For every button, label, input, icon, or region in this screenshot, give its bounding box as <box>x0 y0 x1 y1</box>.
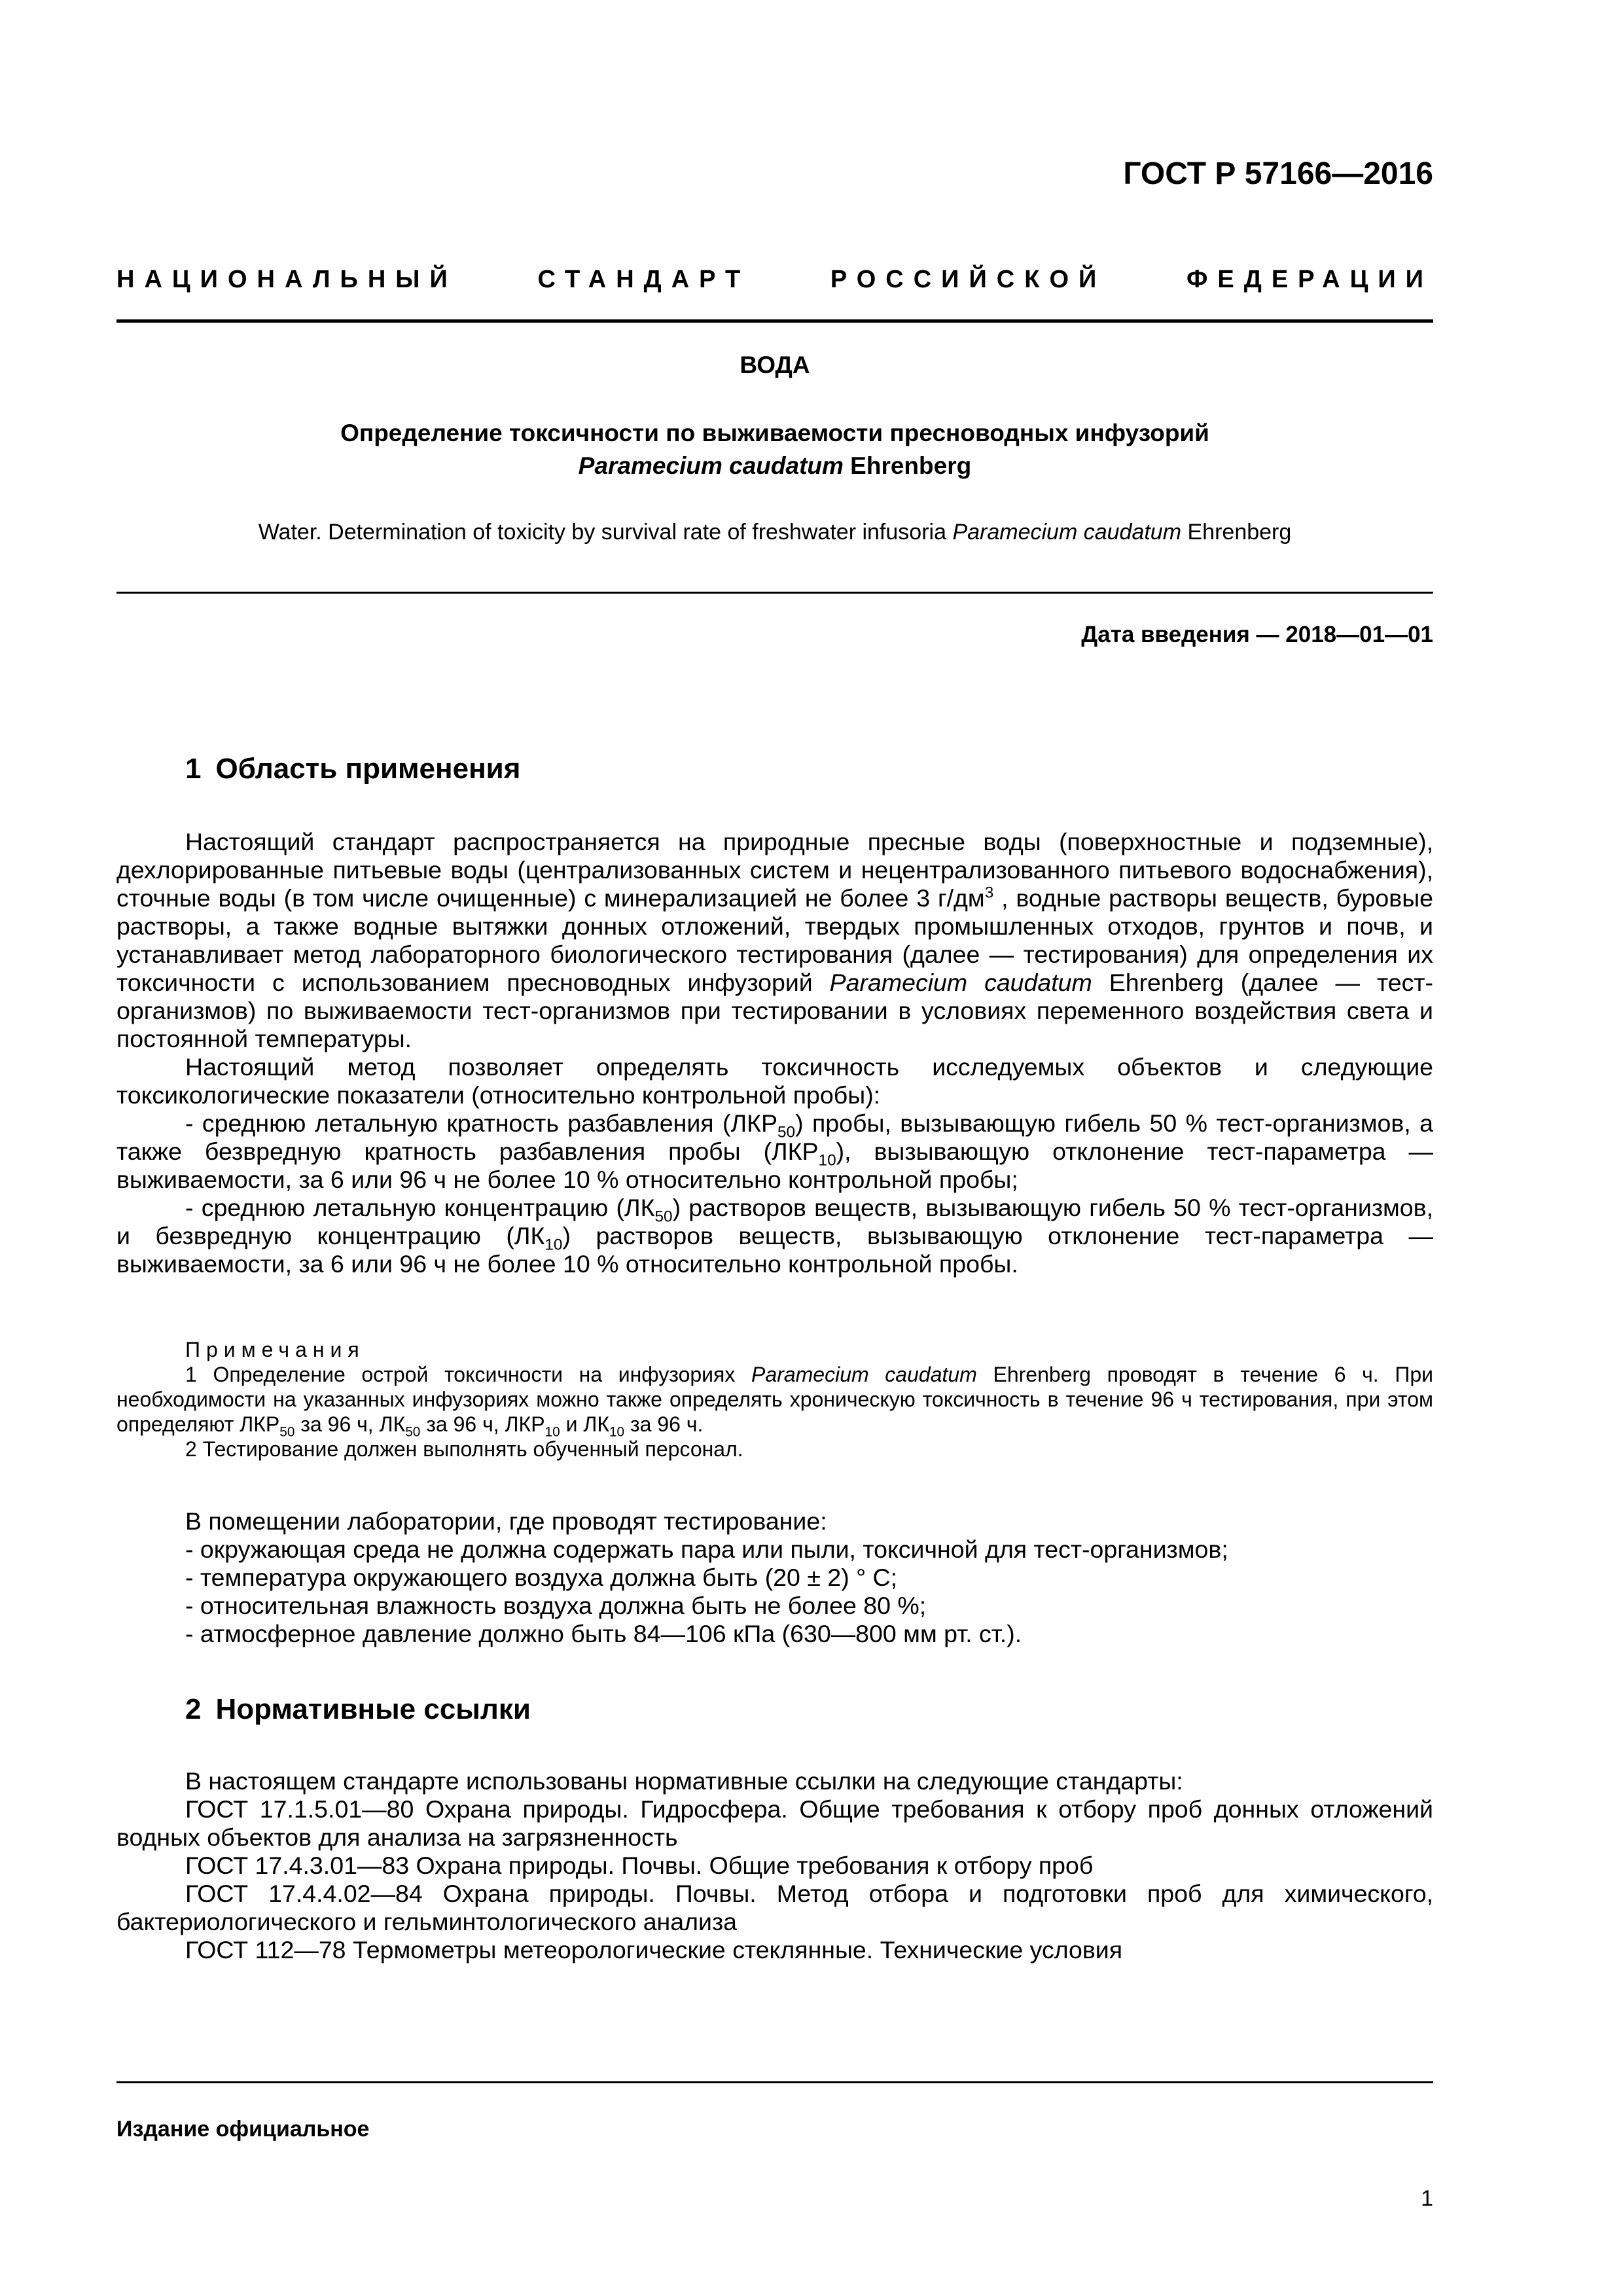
species-name: Paramecium caudatum <box>751 1363 977 1386</box>
lab-conditions <box>116 1507 1433 1648</box>
subscript: 50 <box>405 1424 421 1440</box>
species-name: Paramecium caudatum <box>578 452 844 479</box>
text-run: ) растворов веществ, вызывающую отклонение тест-параметра — выживаемости, за 6 или 96 ч не более 10 % относительно контрольной пробы. <box>116 1222 1433 1278</box>
species-name: Paramecium caudatum <box>829 969 1092 996</box>
english-title <box>116 520 1433 545</box>
document-title: ВОДА <box>740 351 810 378</box>
official-edition-label: Издание официальное <box>116 2117 370 2142</box>
subscript: 10 <box>818 1151 836 1170</box>
subscript: 10 <box>609 1424 625 1440</box>
text-run: Ehrenberg проводят в течение 6 ч. При необходимости на указанных инфузориях можно также определять хроническую токсичность в течение 96 ч тестирования, при этом определяют ЛКР <box>116 1363 1434 1436</box>
species-name: Paramecium caudatum <box>952 520 1182 545</box>
text-run: за 96 ч, ЛК <box>294 1412 406 1436</box>
notes-block <box>116 1337 1433 1462</box>
superscript: 3 <box>984 884 994 902</box>
subtitle-line: Определение токсичности по выживаемости пресноводных инфузорий <box>340 420 1209 446</box>
list-item: - атмосферное давление должно быть 84—106 кПа (630—800 мм рт. ст.). <box>185 1620 1022 1647</box>
notes-heading: Примечания <box>185 1338 365 1361</box>
banner-word: РОССИЙСКОЙ <box>830 266 1107 293</box>
banner-word: СТАНДАРТ <box>537 266 751 293</box>
text-run: - среднюю летальную кратность разбавления (ЛКР <box>185 1109 777 1137</box>
text-run: Настоящий стандарт распространяется на природные пресные воды (поверхностные и подземные), дехлорированные питьевые воды (централизованных систем и нецентрализованного питьевого водоснабжения), сточные воды (в том числе очищенные) с минерализацией не более 3 г/дм <box>116 828 1433 912</box>
english-title-text: Water. Determination of toxicity by survival rate of freshwater infusoria <box>258 520 946 545</box>
banner-word: НАЦИОНАЛЬНЫЙ <box>116 266 457 293</box>
subtitle-line <box>116 450 1433 482</box>
section-body <box>116 1767 1433 1964</box>
note-item: 2 Тестирование должен выполнять обученный персонал. <box>185 1437 743 1461</box>
bullet-item <box>116 1109 1433 1194</box>
text-run: 1 Определение острой токсичности на инфузориях <box>185 1363 736 1386</box>
text-run: , водные растворы веществ, буровые растворы, а также водные вытяжки донных отложений, твердых промышленных отходов, грунтов и почв, и устанавливает метод лабораторного биологического тестирования (далее — тестирования) для определения их токсичности с использованием пресноводных инфузорий <box>116 884 1434 996</box>
subscript: 50 <box>777 1123 796 1141</box>
section-title: Область применения <box>215 753 521 785</box>
reference-item: ГОСТ 17.4.4.02—84 Охрана природы. Почвы. Метод отбора и подготовки проб для химического, бактериологического и гельминтологического анализа <box>116 1880 1433 1935</box>
subscript: 10 <box>544 1236 563 1254</box>
section-number: 2 <box>185 1693 202 1725</box>
text-run: ) растворов веществ, вызывающую гибель 50 % тест-организмов, и безвредную концентрацию (ЛК <box>116 1194 1433 1249</box>
bullet-item <box>116 1194 1433 1278</box>
page-number: 1 <box>1421 2186 1433 2211</box>
title-rule <box>116 592 1433 594</box>
section-title: Нормативные ссылки <box>215 1693 531 1725</box>
text-run: за 96 ч. <box>624 1412 704 1436</box>
text-run: и ЛК <box>560 1412 609 1436</box>
national-standard-banner <box>116 266 1433 294</box>
species-author: Ehrenberg <box>850 452 972 479</box>
note-item <box>116 1362 1434 1440</box>
species-author: Ehrenberg <box>1187 520 1292 545</box>
list-item: - окружающая среда не должна содержать пара или пыли, токсичной для тест-организмов; <box>185 1535 1228 1563</box>
reference-item: ГОСТ 17.1.5.01—80 Охрана природы. Гидросфера. Общие требования к отбору проб донных отложений водных объектов для анализа на загрязненность <box>116 1795 1433 1851</box>
text-run: за 96 ч, ЛКР <box>420 1412 545 1436</box>
paragraph <box>116 828 1433 1053</box>
subscript: 10 <box>544 1424 560 1440</box>
text-run: ) пробы, вызывающую гибель 50 % тест-организмов, а также безвредную кратность разбавления пробы (ЛКР <box>116 1109 1433 1165</box>
list-item: - относительная влажность воздуха должна быть не более 80 %; <box>185 1592 927 1619</box>
header-rule <box>116 319 1433 323</box>
subscript: 50 <box>654 1208 673 1226</box>
list-item: - температура окружающего воздуха должна быть (20 ± 2) ° C; <box>185 1564 898 1591</box>
reference-item: ГОСТ 17.4.3.01—83 Охрана природы. Почвы. Общие требования к отбору проб <box>185 1852 1094 1879</box>
footer-rule <box>116 2081 1433 2083</box>
paragraph: В помещении лаборатории, где проводят тестирование: <box>185 1507 827 1535</box>
subscript: 50 <box>279 1424 295 1440</box>
document-subtitle <box>116 417 1433 482</box>
introduction-date: Дата введения — 2018—01—01 <box>1081 622 1433 647</box>
paragraph: Настоящий метод позволяет определять токсичность исследуемых объектов и следующие токсикологические показатели (относительно контрольной пробы): <box>116 1053 1433 1109</box>
reference-item: ГОСТ 112—78 Термометры метеорологические стеклянные. Технические условия <box>185 1936 1123 1964</box>
text-run: ), вызывающую отклонение тест-параметра — выживаемости, за 6 или 96 ч не более 10 % относительно контрольной пробы; <box>116 1138 1433 1193</box>
text-run: - среднюю летальную концентрацию (ЛК <box>185 1194 655 1221</box>
text-run: Ehrenberg (далее — тест-организмов) по выживаемости тест-организмов при тестировании в условиях переменного воздействия света и постоянной температуры. <box>116 969 1433 1052</box>
section-heading <box>185 1693 531 1726</box>
section-number: 1 <box>185 753 202 785</box>
paragraph: В настоящем стандарте использованы нормативные ссылки на следующие стандарты: <box>185 1767 1183 1795</box>
section-body <box>116 828 1433 1278</box>
standard-code: ГОСТ Р 57166—2016 <box>1123 156 1433 191</box>
banner-word: ФЕДЕРАЦИИ <box>1186 266 1433 293</box>
section-heading <box>185 753 520 785</box>
